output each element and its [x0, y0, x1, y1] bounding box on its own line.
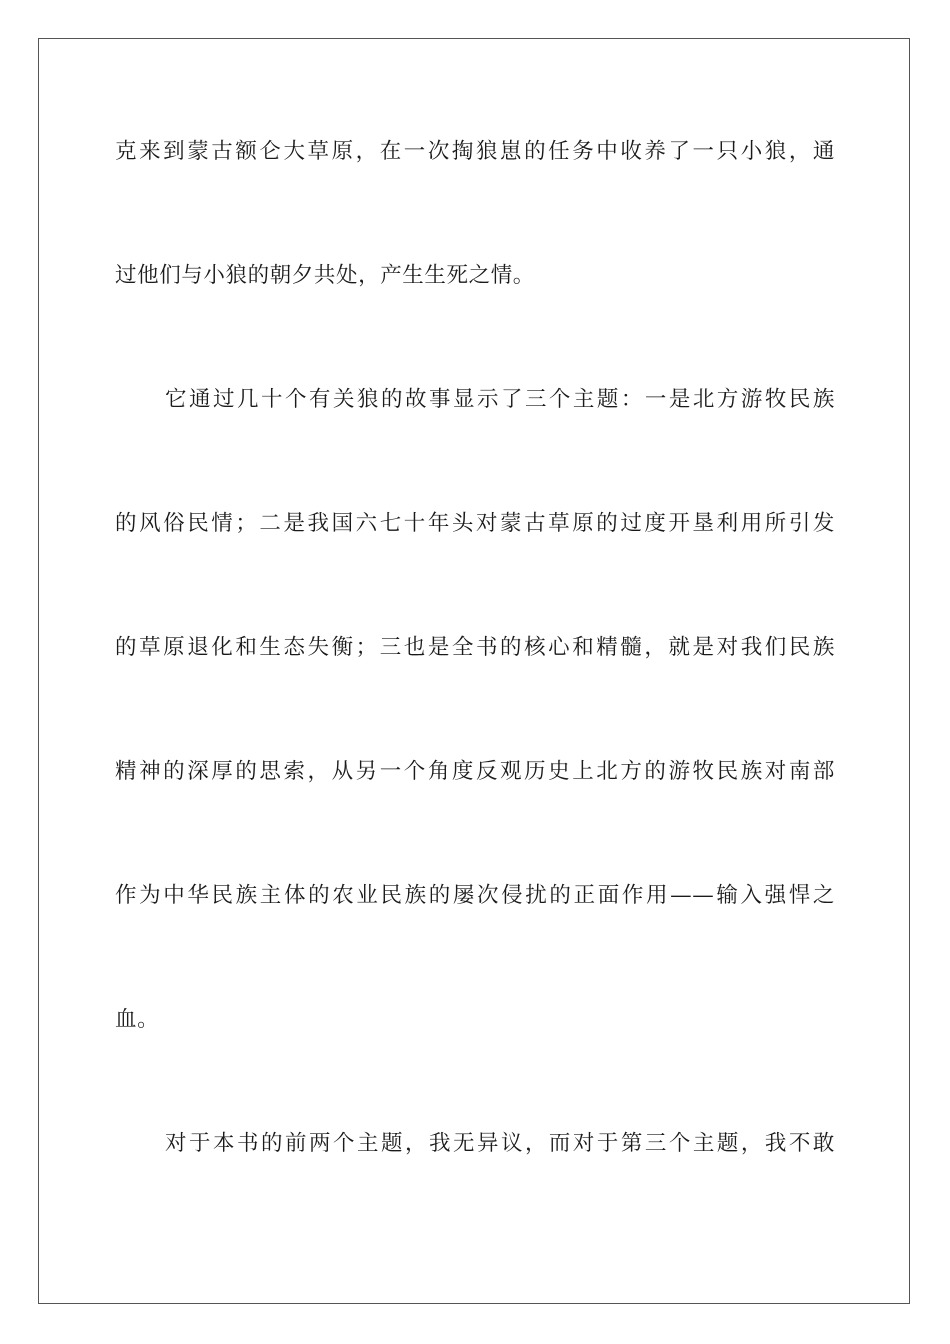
paragraph-line-9: 对于本书的前两个主题，我无异议，而对于第三个主题，我不敢 [165, 1131, 835, 1156]
paragraph-line-5: 的草原退化和生态失衡；三也是全书的核心和精髓，就是对我们民族 [115, 635, 835, 660]
paragraph-line-7: 作为中华民族主体的农业民族的屡次侵扰的正面作用——输入强悍之 [115, 883, 835, 908]
paragraph-line-1: 克来到蒙古额仑大草原，在一次掏狼崽的任务中收养了一只小狼，通 [115, 139, 835, 164]
paragraph-line-2: 过他们与小狼的朝夕共处，产生生死之情。 [115, 263, 535, 288]
paragraph-line-8: 血。 [115, 1007, 160, 1032]
page-border [38, 38, 910, 1304]
paragraph-line-4: 的风俗民情；二是我国六七十年头对蒙古草原的过度开垦利用所引发 [115, 511, 835, 536]
paragraph-line-6: 精神的深厚的思索，从另一个角度反观历史上北方的游牧民族对南部 [115, 759, 835, 784]
paragraph-line-3: 它通过几十个有关狼的故事显示了三个主题：一是北方游牧民族 [165, 387, 835, 412]
